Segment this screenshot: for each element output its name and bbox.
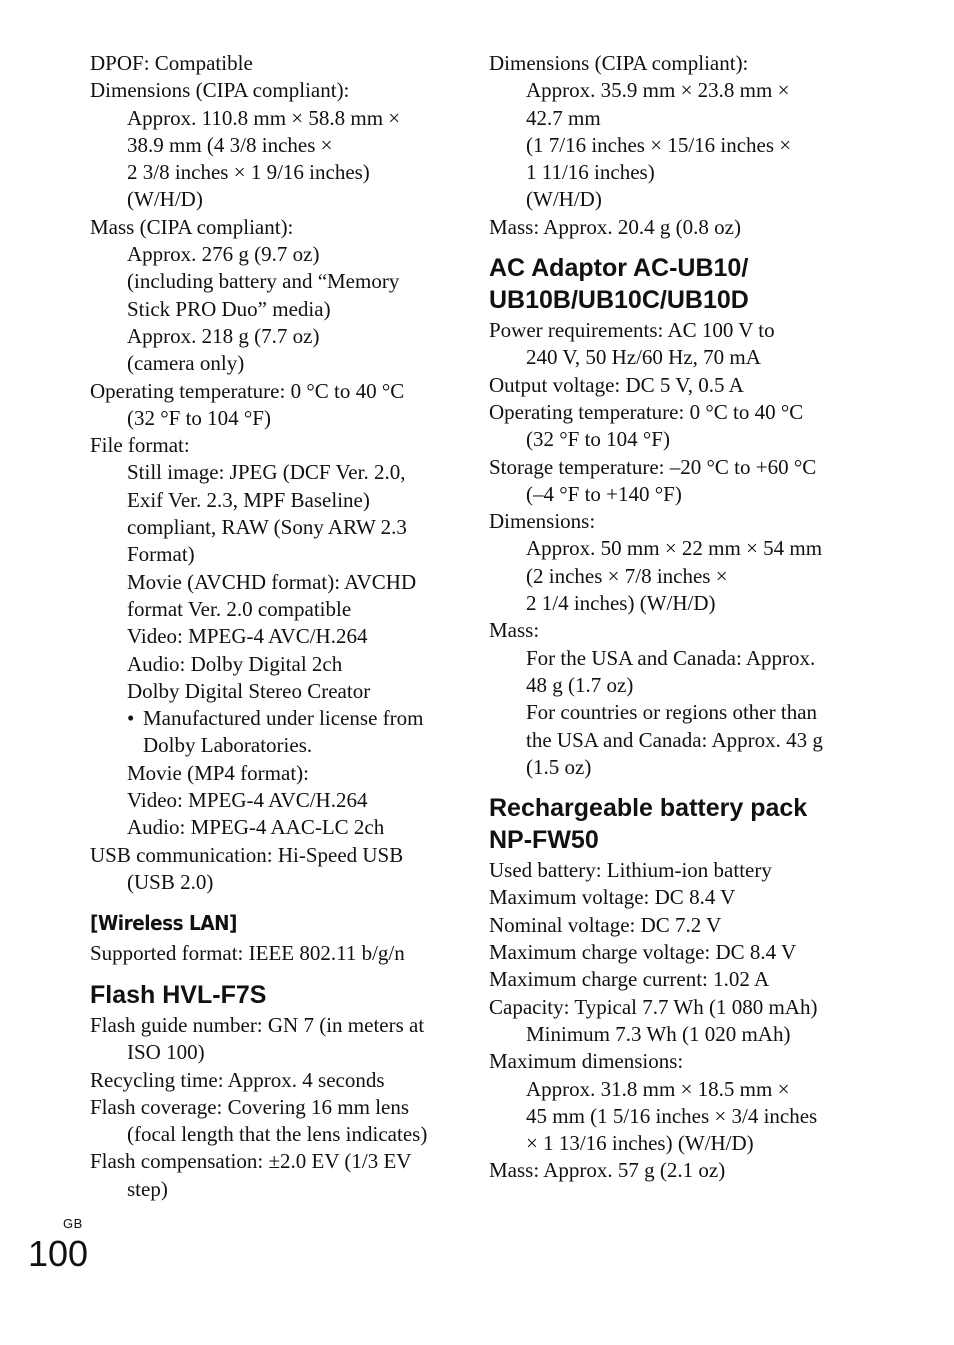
spec-line: Maximum voltage: DC 8.4 V xyxy=(489,885,736,910)
spec-line: Maximum dimensions: xyxy=(489,1049,684,1074)
section-heading: AC Adaptor AC-UB10/ xyxy=(489,254,749,283)
spec-detail: compliant, RAW (Sony ARW 2.3 xyxy=(127,515,407,540)
spec-detail: × 1 13/16 inches) (W/H/D) xyxy=(526,1131,754,1156)
spec-detail: Dolby Digital Stereo Creator xyxy=(127,678,371,703)
spec-detail: For countries or regions other than xyxy=(526,700,818,725)
spec-detail: Approx. 35.9 mm × 23.8 mm × xyxy=(526,78,790,103)
spec-detail: Audio: Dolby Digital 2ch xyxy=(127,651,343,676)
spec-detail: Video: MPEG-4 AVC/H.264 xyxy=(127,624,368,649)
spec-detail: For the USA and Canada: Approx. xyxy=(526,645,816,670)
spec-detail: (focal length that the lens indicates) xyxy=(127,1122,428,1147)
spec-line: Flash coverage: Covering 16 mm lens xyxy=(90,1094,410,1119)
spec-detail: Approx. 276 g (9.7 oz) xyxy=(127,242,320,267)
spec-detail: 42.7 mm xyxy=(526,105,601,130)
spec-detail: Movie (AVCHD format): AVCHD xyxy=(127,569,417,594)
right-column xyxy=(489,50,861,1185)
spec-detail: (W/H/D) xyxy=(526,187,602,212)
bullet-icon: • xyxy=(127,706,135,731)
spec-line: Mass: Approx. 57 g (2.1 oz) xyxy=(489,1158,726,1183)
spec-detail: 2 1/4 inches) (W/H/D) xyxy=(526,591,716,616)
spec-detail: Approx. 50 mm × 22 mm × 54 mm xyxy=(526,536,823,561)
spec-detail: (–4 °F to +140 °F) xyxy=(526,481,682,506)
spec-line: File format: xyxy=(90,433,190,458)
spec-line: Flash guide number: GN 7 (in meters at xyxy=(90,1013,425,1037)
spec-detail: 2 3/8 inches × 1 9/16 inches) xyxy=(127,160,370,185)
spec-detail: Audio: MPEG-4 AAC-LC 2ch xyxy=(127,815,385,840)
bullet-item xyxy=(90,705,462,732)
section-heading: NP-FW50 xyxy=(489,825,599,854)
spec-line: Mass (CIPA compliant): xyxy=(90,214,294,239)
spec-detail: ISO 100) xyxy=(127,1040,205,1065)
section-heading: Flash HVL-F7S xyxy=(90,980,267,1009)
spec-continuation: Dolby Laboratories. xyxy=(143,733,313,758)
spec-line: Power requirements: AC 100 V to xyxy=(489,318,775,343)
spec-detail: Movie (MP4 format): xyxy=(127,760,309,785)
spec-detail: step) xyxy=(127,1176,168,1201)
spec-detail: (including battery and “Memory xyxy=(127,269,400,294)
spec-line: Dimensions (CIPA compliant): xyxy=(489,51,749,75)
page-number: 100 xyxy=(28,1233,89,1274)
spec-detail: Stick PRO Duo” media) xyxy=(127,296,331,321)
spec-detail: (32 °F to 104 °F) xyxy=(526,427,670,452)
page-footer xyxy=(28,1216,89,1274)
spec-line: DPOF: Compatible xyxy=(90,51,253,75)
spec-line: Capacity: Typical 7.7 Wh (1 080 mAh) xyxy=(489,994,818,1019)
spec-detail: format Ver. 2.0 compatible xyxy=(127,596,352,621)
spec-detail: Exif Ver. 2.3, MPF Baseline) xyxy=(127,487,370,512)
spec-detail: (camera only) xyxy=(127,351,245,376)
section-heading: UB10B/UB10C/UB10D xyxy=(489,285,749,314)
spec-detail: Approx. 31.8 mm × 18.5 mm × xyxy=(526,1076,790,1101)
section-heading: Rechargeable battery pack xyxy=(489,794,808,823)
spec-detail: 45 mm (1 5/16 inches × 3/4 inches xyxy=(526,1103,818,1128)
spec-line: Used battery: Lithium-ion battery xyxy=(489,858,772,883)
spec-detail: 240 V, 50 Hz/60 Hz, 70 mA xyxy=(526,345,761,370)
subsection-heading: [Wireless LAN] xyxy=(90,911,237,936)
spec-detail: (32 °F to 104 °F) xyxy=(127,405,271,430)
spec-detail: 38.9 mm (4 3/8 inches × xyxy=(127,132,333,157)
spec-line: Mass: xyxy=(489,618,540,643)
spec-line: Dimensions (CIPA compliant): xyxy=(90,78,350,103)
spec-line: Maximum charge current: 1.02 A xyxy=(489,967,770,992)
spec-detail: the USA and Canada: Approx. 43 g xyxy=(526,727,823,752)
spec-line: USB communication: Hi-Speed USB xyxy=(90,842,404,867)
spec-detail: Video: MPEG-4 AVC/H.264 xyxy=(127,788,368,813)
spec-detail: Minimum 7.3 Wh (1 020 mAh) xyxy=(526,1021,791,1046)
left-column xyxy=(90,50,462,1203)
spec-line: Mass: Approx. 20.4 g (0.8 oz) xyxy=(489,214,741,239)
spec-detail: (W/H/D) xyxy=(127,187,203,212)
spec-detail: (1.5 oz) xyxy=(526,754,592,779)
spec-line: Output voltage: DC 5 V, 0.5 A xyxy=(489,372,744,397)
spec-line: Dimensions: xyxy=(489,509,596,534)
spec-detail: Still image: JPEG (DCF Ver. 2.0, xyxy=(127,460,406,485)
spec-detail: 1 11/16 inches) xyxy=(526,160,655,185)
spec-line: Recycling time: Approx. 4 seconds xyxy=(90,1067,385,1092)
spec-detail: Format) xyxy=(127,542,195,567)
bullet-text: Manufactured under license from xyxy=(143,706,424,731)
spec-line: Storage temperature: –20 °C to +60 °C xyxy=(489,454,817,479)
spec-detail: Approx. 110.8 mm × 58.8 mm × xyxy=(127,105,401,130)
spec-detail: 48 g (1.7 oz) xyxy=(526,672,634,697)
spec-line: Nominal voltage: DC 7.2 V xyxy=(489,912,722,937)
spec-line: Operating temperature: 0 °C to 40 °C xyxy=(90,378,405,403)
spec-detail: Approx. 218 g (7.7 oz) xyxy=(127,323,320,348)
spec-detail: (USB 2.0) xyxy=(127,869,214,894)
spec-detail: (2 inches × 7/8 inches × xyxy=(526,563,728,588)
spec-line: Flash compensation: ±2.0 EV (1/3 EV xyxy=(90,1149,412,1174)
spec-line: Supported format: IEEE 802.11 b/g/n xyxy=(90,941,405,966)
spec-detail: (1 7/16 inches × 15/16 inches × xyxy=(526,132,792,157)
spec-line: Operating temperature: 0 °C to 40 °C xyxy=(489,399,804,424)
spec-line: Maximum charge voltage: DC 8.4 V xyxy=(489,940,797,965)
region-code: GB xyxy=(63,1216,83,1231)
